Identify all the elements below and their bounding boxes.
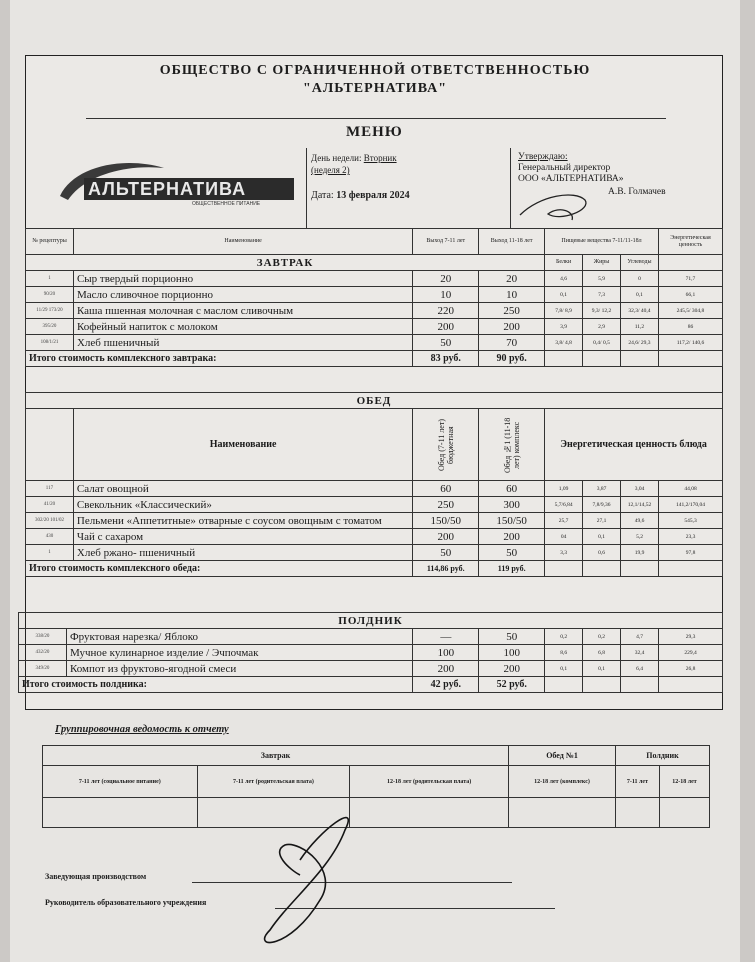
fat: 5,9 — [583, 271, 621, 287]
recipe-code: 302/20 101/02 — [26, 513, 74, 529]
col-energy: Энергетическая ценность — [658, 229, 722, 255]
fat: 7,3 — [583, 287, 621, 303]
output-2: 100 — [479, 645, 545, 661]
dish-name: Сыр твердый порционно — [73, 271, 412, 287]
dish-name: Мучное кулинарное изделие / Эчпочмак — [66, 645, 412, 661]
report-snack: Полдник — [616, 746, 710, 766]
output-1: 60 — [413, 481, 479, 497]
dish-name: Хлеб ржано- пшеничный — [73, 545, 412, 561]
energy: 545,3 — [659, 513, 723, 529]
col-recipe-no: № рецептуры — [26, 229, 74, 255]
fat: 7,8/9,36 — [583, 497, 621, 513]
recipe-code: 432/20 — [19, 645, 67, 661]
recipe-code: 1 — [26, 545, 74, 561]
protein: 4,6 — [545, 271, 583, 287]
carbs: 5,2 — [621, 529, 659, 545]
output-1: 20 — [413, 271, 479, 287]
approval-signature — [520, 195, 586, 220]
energy: 44,08 — [659, 481, 723, 497]
carbs: 6,4 — [621, 661, 659, 677]
col-name: Наименование — [73, 229, 412, 255]
report-s2: 12-18 лет — [659, 766, 709, 798]
approve-role: Генеральный директор — [518, 163, 611, 173]
protein: 0,2 — [545, 629, 583, 645]
logo-wordmark: АЛЬТЕРНАТИВА — [84, 178, 294, 200]
recipe-code: 349/20 — [19, 661, 67, 677]
output-2: 50 — [479, 629, 545, 645]
snack-total-2: 52 руб. — [479, 677, 545, 693]
carbs: 19,9 — [621, 545, 659, 561]
logo-tagline: ОБЩЕСТВЕННОЕ ПИТАНИЕ — [192, 201, 261, 207]
col-out1: Выход 7-11 лет — [413, 229, 479, 255]
protein: 3,9 — [545, 319, 583, 335]
col-nutrients: Пищевые вещества 7-11/11-18л — [545, 229, 659, 255]
report-breakfast: Завтрак — [43, 746, 509, 766]
output-2: 10 — [479, 287, 545, 303]
breakfast-total-2: 90 руб. — [479, 351, 545, 367]
approve-org: ООО «АЛЬТЕРНАТИВА» — [518, 174, 624, 184]
recipe-code: 430 — [26, 529, 74, 545]
report-title: Группировочная ведомость к отчету — [55, 724, 229, 735]
output-1: 10 — [413, 287, 479, 303]
output-1: 200 — [413, 319, 479, 335]
date-label: Дата: — [311, 190, 334, 201]
carbs: 32,3/ 40,4 — [620, 303, 658, 319]
report-b1: 7-11 лет (социальное питание) — [43, 766, 198, 798]
carbs: 3,04 — [621, 481, 659, 497]
output-1: 50 — [413, 545, 479, 561]
dish-name: Хлеб пшеничный — [73, 335, 412, 351]
protein: 8,6 — [545, 645, 583, 661]
fat: 0,2 — [583, 629, 621, 645]
dish-name: Салат овощной — [73, 481, 412, 497]
lunch-total-label: Итого стоимость комплексного обеда: — [26, 561, 413, 577]
col-out2: Выход 11-18 лет — [479, 229, 545, 255]
carbs: 12,1/14,52 — [621, 497, 659, 513]
energy: 86 — [658, 319, 722, 335]
dish-name: Свекольник «Классический» — [73, 497, 412, 513]
protein: 7,8/ 8,9 — [545, 303, 583, 319]
sig-director-label: Руководитель образовательного учреждения — [45, 898, 207, 907]
fat: 0,1 — [583, 661, 621, 677]
section-lunch: ОБЕД — [26, 393, 723, 409]
fat: 6,8 — [583, 645, 621, 661]
protein: 3,8/ 4,8 — [545, 335, 583, 351]
dish-name: Компот из фруктово-ягодной смеси — [66, 661, 412, 677]
output-2: 300 — [479, 497, 545, 513]
output-2: 20 — [479, 271, 545, 287]
day-label: День недели: — [311, 153, 362, 163]
carbs: 32,4 — [621, 645, 659, 661]
fat: 27,1 — [583, 513, 621, 529]
carbs: 4,7 — [621, 629, 659, 645]
output-2: 70 — [479, 335, 545, 351]
report-b3: 12-18 лет (родительская плата) — [350, 766, 509, 798]
sub-protein: Белки — [545, 255, 583, 271]
output-2: 50 — [479, 545, 545, 561]
protein: 1,09 — [545, 481, 583, 497]
lunch-col-o2: Обед №1 (11-18 лет) комплекс — [502, 416, 521, 473]
protein: 04 — [545, 529, 583, 545]
dish-name: Кофейный напиток с молоком — [73, 319, 412, 335]
sig-head-cook-label: Заведующая производством — [45, 872, 147, 881]
recipe-code: 108/1/21 — [26, 335, 74, 351]
menu-title: МЕНЮ — [346, 124, 403, 140]
snack-total-1: 42 руб. — [413, 677, 479, 693]
report-s1: 7-11 лет — [616, 766, 660, 798]
dish-name: Пельмени «Аппетитные» отварные с соусом овощным с томатом — [73, 513, 412, 529]
recipe-code: 11/29 173/20 — [26, 303, 74, 319]
recipe-code: 90/20 — [26, 287, 74, 303]
org-line-2: "АЛЬТЕРНАТИВА" — [302, 81, 448, 96]
protein: 25,7 — [545, 513, 583, 529]
lunch-total-2: 119 руб. — [479, 561, 545, 577]
output-1: 220 — [413, 303, 479, 319]
recipe-code: 117 — [26, 481, 74, 497]
fat: 9,3/ 12,2 — [583, 303, 621, 319]
fat: 0,1 — [583, 529, 621, 545]
sub-carb: Углеводы — [620, 255, 658, 271]
recipe-code: 41/20 — [26, 497, 74, 513]
energy: 26,8 — [659, 661, 723, 677]
fat: 2,9 — [583, 319, 621, 335]
carbs: 49,6 — [621, 513, 659, 529]
fat: 0,6 — [583, 545, 621, 561]
energy: 141,2/170,04 — [659, 497, 723, 513]
lunch-col-o1: Обед (7-11 лет) бюджетная — [436, 418, 455, 471]
section-breakfast: ЗАВТРАК — [26, 255, 545, 271]
protein: 3,3 — [545, 545, 583, 561]
lunch-col-energy: Энергетическая ценность блюда — [545, 409, 723, 481]
output-2: 250 — [479, 303, 545, 319]
energy: 117,2/ 140,6 — [658, 335, 722, 351]
energy: 23,3 — [659, 529, 723, 545]
carbs: 11,2 — [620, 319, 658, 335]
dish-name: Чай с сахаром — [73, 529, 412, 545]
breakfast-total-1: 83 руб. — [413, 351, 479, 367]
output-2: 150/50 — [479, 513, 545, 529]
output-1: 200 — [413, 661, 479, 677]
dish-name: Масло сливочное порционно — [73, 287, 412, 303]
output-1: 150/50 — [413, 513, 479, 529]
protein: 0,1 — [545, 287, 583, 303]
lunch-col-name: Наименование — [73, 409, 412, 481]
fat: 0,4/ 0,5 — [583, 335, 621, 351]
carbs: 0 — [620, 271, 658, 287]
sub-fat: Жиры — [583, 255, 621, 271]
protein: 5,7/6,84 — [545, 497, 583, 513]
fat: 3,87 — [583, 481, 621, 497]
lunch-total-1: 114,86 руб. — [413, 561, 479, 577]
output-1: 100 — [413, 645, 479, 661]
carbs: 24,6/ 29,3 — [620, 335, 658, 351]
dish-name: Фруктовая нарезка/ Яблоко — [66, 629, 412, 645]
report-l1: 12-18 лет (комплекс) — [509, 766, 616, 798]
output-2: 200 — [479, 529, 545, 545]
output-2: 200 — [479, 319, 545, 335]
snack-total-label: Итого стоимость полдника: — [19, 677, 413, 693]
approve-title: Утверждаю: — [518, 152, 568, 162]
date-value: 13 февраля 2024 — [336, 190, 410, 201]
approve-name: А.В. Голмачев — [608, 187, 666, 197]
report-b2: 7-11 лет (родительская плата) — [197, 766, 350, 798]
recipe-code: 338/20 — [19, 629, 67, 645]
energy: 71,7 — [658, 271, 722, 287]
recipe-code: 1 — [26, 271, 74, 287]
week-label: (неделя 2) — [311, 165, 350, 175]
protein: 0,1 — [545, 661, 583, 677]
org-line-1: ОБЩЕСТВО С ОГРАНИЧЕННОЙ ОТВЕТСТВЕННОСТЬЮ — [159, 63, 591, 78]
energy: 29,3 — [659, 629, 723, 645]
output-2: 200 — [479, 661, 545, 677]
output-1: 50 — [413, 335, 479, 351]
energy: 66,1 — [658, 287, 722, 303]
output-1: — — [413, 629, 479, 645]
director-signature — [265, 818, 349, 943]
carbs: 0,1 — [620, 287, 658, 303]
output-2: 60 — [479, 481, 545, 497]
energy: 229,4 — [659, 645, 723, 661]
section-snack: ПОЛДНИК — [19, 613, 723, 629]
day-value: Вторник — [363, 153, 397, 163]
energy: 97,8 — [659, 545, 723, 561]
output-1: 200 — [413, 529, 479, 545]
breakfast-total-label: Итого стоимость комплексного завтрака: — [26, 351, 413, 367]
dish-name: Каша пшенная молочная с маслом сливочным — [73, 303, 412, 319]
report-lunch: Обед №1 — [509, 746, 616, 766]
recipe-code: 395/20 — [26, 319, 74, 335]
output-1: 250 — [413, 497, 479, 513]
energy: 245,5/ 304,8 — [658, 303, 722, 319]
